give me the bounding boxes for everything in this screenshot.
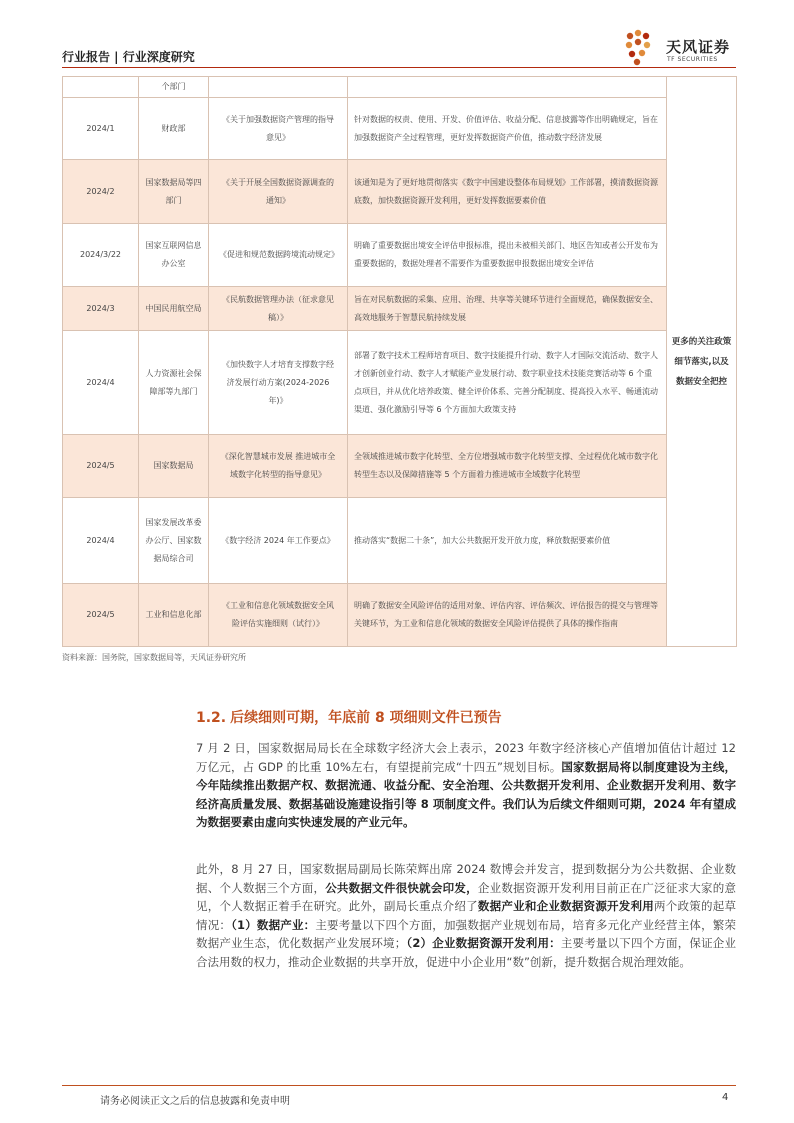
paragraph-bold-text: 数据产业和企业数据资源开发利用 [477,899,655,913]
table-cell-doc: 《加快数字人才培育支撑数字经济发展行动方案(2024-2026 年)》 [209,331,348,435]
table-cell-doc: 《数字经济 2024 年工作要点》 [209,498,348,584]
table-row [63,498,737,584]
table-cell-dept: 国家发展改革委办公厅、国家数据局综合司 [139,498,209,584]
table-row [63,160,737,224]
logo-name: 天风证券 [666,38,731,56]
table-row [63,584,737,647]
table-cell-doc: 《民航数据管理办法（征求意见稿）》 [209,287,348,331]
table-row [63,98,737,160]
body-paragraph [196,860,736,971]
table-cell-desc: 该通知是为了更好地贯彻落实《数字中国建设整体布局规划》工作部署，摸清数据资源底数，加快数据资源开发利用，更好发挥数据要素价值 [348,160,667,224]
paragraph-bold-text: 公共数据文件很快就会印发， [325,880,478,895]
table-row [63,287,737,331]
paragraph-bold-text: 国家数据局将以制度建设为主线，今年陆续推出数据产权、数据流通、收益分配、安全治理、公共数据开发利用、企业数据开发利用、数字经济高质量发展、数据基础设施建设指引等 8 项制度文件。我们认为后续文件细则可期，2024 年有望成为数据要素由虚向实快速发展的产业元年。 [196,759,736,829]
table-cell-dept: 个部门 [139,77,209,98]
report-header-title: 行业报告 | 行业深度研究 [62,50,195,64]
table-cell [209,77,348,98]
table-cell-date: 2024/5 [63,435,139,498]
table-row [63,224,737,287]
table-cell-date: 2024/1 [63,98,139,160]
table-cell-desc: 明确了数据安全风险评估的适用对象、评估内容、评估频次、评估报告的提交与管理等关键环节，为工业和信息化领域的数据安全风险评估提供了具体的操作指南 [348,584,667,647]
page-number: 4 [722,1092,729,1103]
table-cell-date: 2024/2 [63,160,139,224]
table-cell-date: 2024/4 [63,331,139,435]
table-cell-dept: 工业和信息化部 [139,584,209,647]
paragraph-text: 两个政策的起草情况： [196,899,737,932]
section-number: 1.2. [196,710,227,726]
table-cell [63,77,139,98]
paragraph-text: 7 月 2 日，国家数据局局长在全球数字经济大会上表示，2023 年数字经济核心产值增加值估计超过 12 万亿元，占 GDP 的比重 10%左右，有望提前完成“十四五”规划目标。 [196,741,736,774]
table-cell [348,77,667,98]
body-paragraph [196,739,736,832]
table-cell-dept: 财政部 [139,98,209,160]
table-cell-dept: 国家数据局 [139,435,209,498]
header-divider [62,67,736,68]
paragraph-text: 企业数据资源开发利用目前正在广泛征求大家的意见，个人数据正着手在研究。此外，副局长重点介绍了 [196,880,737,913]
paragraph-text: 此外，8 月 27 日，国家数据局副局长陈荣辉出席 2024 数博会并发言，提到数据分为公共数据、企业数据、个人数据三个方面， [196,862,736,895]
table-cell-date: 2024/4 [63,498,139,584]
footer-disclaimer: 请务必阅读正文之后的信息披露和免责申明 [100,1096,290,1107]
table-cell-desc: 全领域推进城市数字化转型、全方位增强城市数字化转型支撑、全过程优化城市数字化转型生态以及保障措施等 5 个方面着力推进城市全域数字化转型 [348,435,667,498]
paragraph-bold-text: （2）企业数据资源开发利用： [406,936,561,950]
table-cell-date: 2024/5 [63,584,139,647]
table-cell-desc: 推动落实“数据二十条”，加大公共数据开发开放力度，释放数据要素价值 [348,498,667,584]
table-row [63,435,737,498]
table-row [63,77,737,98]
paragraph-bold-text: （1）数据产业： [231,917,316,932]
table-cell-doc: 《关于开展全国数据资源调查的通知》 [209,160,348,224]
table-cell-date: 2024/3/22 [63,224,139,287]
section-heading [196,707,502,727]
table-summary-cell: 更多的关注政策细节落实,以及数据安全把控 [667,77,737,647]
table-cell-desc: 旨在对民航数据的采集、应用、治理、共享等关键环节进行全面规范，确保数据安全、高效地服务于智慧民航持续发展 [348,287,667,331]
table-row [63,331,737,435]
table-source-note: 资料来源：国务院，国家数据局等，天风证券研究所 [62,653,246,662]
table-cell-dept: 中国民用航空局 [139,287,209,331]
policy-table [62,76,737,647]
table-cell-doc: 《工业和信息化领域数据安全风险评估实施细则（试行）》 [209,584,348,647]
table-cell-date: 2024/3 [63,287,139,331]
paragraph-text: 主要考量以下四个方面，加强数据产业规划布局，培育多元化产业经营主体，繁荣数据产业生态，优化数据产业发展环境； [196,917,737,950]
table-cell-doc: 《深化智慧城市发展 推进城市全域数字化转型的指导意见》 [209,435,348,498]
table-cell-desc: 部署了数字技术工程师培育项目、数字技能提升行动、数字人才国际交流活动、数字人才创新创业行动、数字人才赋能产业发展行动、数字职业技术技能竞赛活动等 6 个重点项目，并从优化培养政策、健全评价体系、完善分配制度、提高投入水平、畅通流动渠道、强化激励引导等 6 个方面加大政策支持 [348,331,667,435]
logo-subtitle: TF SECURITIES [667,56,718,63]
table-cell-desc: 明确了重要数据出境安全评估申报标准，提出未被相关部门、地区告知或者公开发布为重要数据的，数据处理者不需要作为重要数据申报数据出境安全评估 [348,224,667,287]
table-cell-dept: 国家互联网信息办公室 [139,224,209,287]
section-title: 后续细则可期，年底前 8 项细则文件已预告 [230,710,502,726]
table-cell-doc: 《促进和规范数据跨境流动规定》 [209,224,348,287]
table-cell-dept: 国家数据局等四部门 [139,160,209,224]
paragraph-text: 主要考量以下四个方面，保证企业合法用数的权力，推动企业数据的共享开放，促进中小企业用“数”创新，提升数据合规治理效能。 [196,936,737,969]
table-cell-desc: 针对数据的权责、使用、开发、价值评估、收益分配、信息披露等作出明确规定，旨在加强数据资产全过程管理，更好发挥数据资产价值，推动数字经济发展 [348,98,667,160]
footer-divider [62,1085,736,1086]
table-cell-doc: 《关于加强数据资产管理的指导意见》 [209,98,348,160]
table-cell-dept: 人力资源社会保障部等九部门 [139,331,209,435]
